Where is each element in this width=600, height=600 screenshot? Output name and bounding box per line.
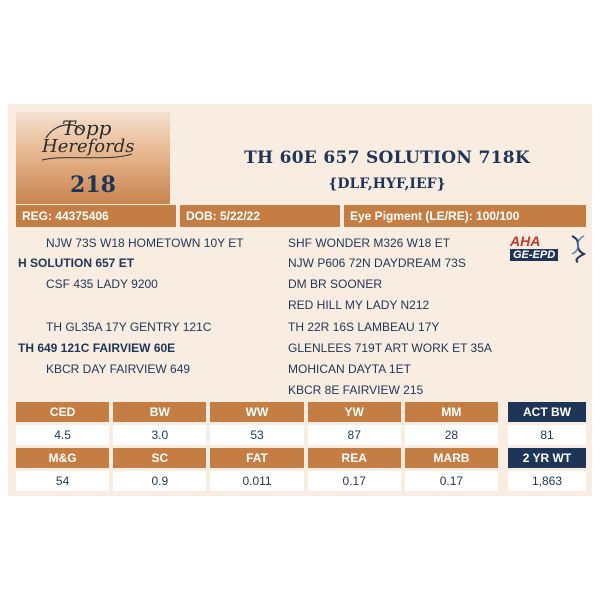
epd-header-row-2 (16, 448, 498, 468)
pedigree-ss-dam: NJW P606 72N DAYDREAM 73S (288, 256, 466, 270)
epd-header-row-1 (16, 402, 498, 422)
epd-value-marb: 0.17 (405, 471, 498, 491)
epd-label-rea: REA (308, 448, 401, 468)
epd-value-mm: 28 (405, 425, 498, 445)
epd-label-mg: M&G (16, 448, 109, 468)
act-bw-value: 81 (508, 425, 586, 445)
epd-value-mg: 54 (16, 471, 109, 491)
epd-value-rea: 0.17 (308, 471, 401, 491)
lot-number: 218 (70, 172, 116, 198)
epd-value-sc: 0.9 (113, 471, 206, 491)
epd-label-mm: MM (405, 402, 498, 422)
epd-label-yw: YW (308, 402, 401, 422)
epd-label-ww: WW (210, 402, 303, 422)
registration-number: REG: 44375406 (16, 205, 176, 227)
pedigree-sd-dam: RED HILL MY LADY N212 (288, 298, 430, 312)
yr-wt-label: 2 YR WT (508, 448, 586, 468)
epd-value-fat: 0.011 (210, 471, 303, 491)
pedigree-sire-dam: CSF 435 LADY 9200 (46, 277, 158, 291)
logo-line2: Herefords (42, 136, 135, 157)
animal-name: TH 60E 657 SOLUTION 718K (244, 148, 530, 168)
epd-value-ww: 53 (210, 425, 303, 445)
eye-pigment: Eye Pigment (LE/RE): 100/100 (344, 205, 586, 227)
ge-epd-label: GE-EPD (510, 249, 558, 261)
pedigree-ss-sire: SHF WONDER M326 W18 ET (288, 236, 451, 250)
epd-value-row-1 (16, 425, 498, 445)
epd-label-marb: MARB (405, 448, 498, 468)
pedigree-sire-sire: NJW 73S W18 HOMETOWN 10Y ET (46, 236, 244, 250)
pedigree-sd-sire: DM BR SOONER (288, 277, 383, 291)
epd-label-sc: SC (113, 448, 206, 468)
actual-weights (508, 402, 586, 494)
epd-value-bw: 3.0 (113, 425, 206, 445)
aha-label: AHA (510, 233, 541, 249)
epd-value-yw: 87 (308, 425, 401, 445)
epd-label-bw: BW (113, 402, 206, 422)
epd-value-row-2 (16, 471, 498, 491)
pedigree-sire: H SOLUTION 657 ET (18, 256, 135, 270)
info-bar (16, 205, 586, 227)
pedigree-ds-dam: GLENLEES 719T ART WORK ET 35A (288, 341, 492, 355)
epd-table (16, 402, 498, 494)
pedigree-dd-sire: MOHICAN DAYTA 1ET (288, 362, 411, 376)
epd-label-ced: CED (16, 402, 109, 422)
pedigree-ds-sire: TH 22R 16S LAMBEAU 17Y (288, 320, 440, 334)
dna-helix-icon (568, 234, 588, 264)
epd-label-fat: FAT (210, 448, 303, 468)
pedigree-dam-sire: TH GL35A 17Y GENTRY 121C (46, 320, 212, 334)
logo-line1: Topp (62, 116, 112, 140)
pedigree-dam-dam: KBCR DAY FAIRVIEW 649 (46, 362, 191, 376)
act-bw-label: ACT BW (508, 402, 586, 422)
topp-herefords-logo (34, 116, 144, 164)
yr-wt-value: 1,863 (508, 471, 586, 491)
pedigree-dam: TH 649 121C FAIRVIEW 60E (18, 341, 176, 355)
date-of-birth: DOB: 5/22/22 (180, 205, 340, 227)
aha-ge-epd-badge (508, 233, 590, 265)
epd-value-ced: 4.5 (16, 425, 109, 445)
animal-designations: {DLF,HYF,IEF} (328, 176, 446, 192)
pedigree-dd-dam: KBCR 8E FAIRVIEW 215 (288, 383, 424, 397)
